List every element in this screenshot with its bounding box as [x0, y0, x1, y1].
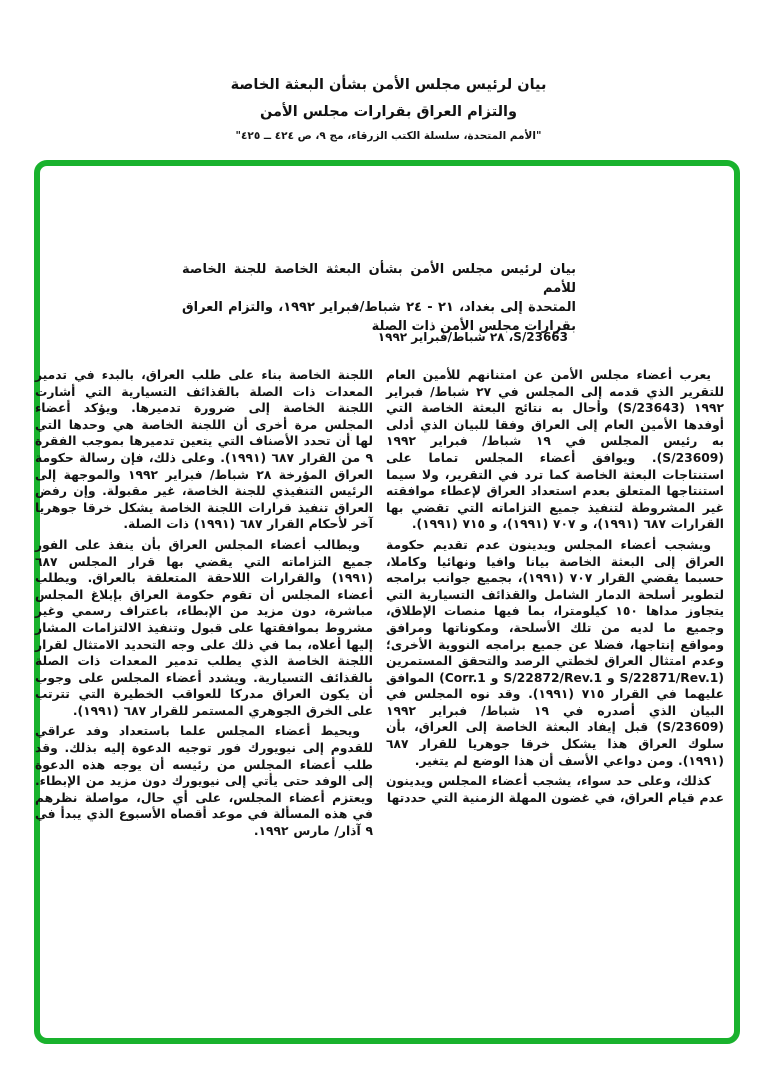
page-header: [0, 78, 777, 142]
document-title: [182, 260, 576, 336]
header-source-note: "الأمم المتحدة، سلسلة الكتب الزرقاء، مج ٩، ص ٤٢٤ ــ ٤٢٥": [235, 130, 542, 142]
paragraph: ويحيط أعضاء المجلس علما باستعداد وفد عراقي للقدوم إلى نيويورك فور توجيه الدعوة إليه بذلك. وقد طلب أعضاء المجلس من رئيسه أن يوجه هذه الدعوة إلى الوفد حتى يأتي إلى نيويورك دون مزيد من الإبطاء. ويعتزم أعضاء المجلس، على أي حال، مواصلة نظرهم في هذه المسألة في موعد أقصاه الأسبوع الذي يبدأ في ٩ آذار/ مارس ١٩٩٢.: [35, 724, 373, 839]
document-frame: [34, 160, 740, 1044]
paragraph: ويشجب أعضاء المجلس ويدينون عدم تقديم حكومة العراق إلى البعثة الخاصة بيانا وافيا ونهائيا وكاملا، حسبما يقضي القرار ٧٠٧ (١٩٩١)، بجميع جوانب برامجه لتطوير أسلحة الدمار الشامل والقذائف التسيارية التي يتجاوز مداها ١٥٠ كيلومترا، بما فيها منصات الإطلاق، وجميع ما لديه من تلك الأسلحة، ومكوناتها ومرافق ومواقع إنتاجها، فضلا عن جميع برامجه النووية الأخرى؛ وعدم امتثال العراق لخطتي الرصد والتحقق المستمرين (S/22871/Rev.1 و S/22872/Rev.1 و Corr.1) الموافق عليهما في القرار ٧١٥ (١٩٩١). وقد نوه المجلس في البيان الذي أصدره في ١٩ شباط/ فبراير ١٩٩٢ (S/23609) قبل إيفاد البعثة الخاصة إلى العراق، بأن سلوك العراق هذا يشكل خرقا جوهريا للقرار ٦٨٧ (١٩٩١). ومن دواعي الأسف أن هذا الوضع لم يتغير.: [386, 537, 724, 768]
document-scan-area: [35, 166, 734, 1038]
paragraph: يعرب أعضاء مجلس الأمن عن امتنانهم للأمين العام للتقرير الذي قدمه إلى المجلس في ٢٧ شباط/ فبراير ١٩٩٢ (S/23643) وأحال به نتائج البعثة الخاصة التي أوفدها الأمين العام إلى العراق وفقا للبيان الذي أدلى به رئيس المجلس في ١٩ شباط/ فبراير ١٩٩٢ (S/23609). ويوافق أعضاء المجلس تماما على استنتاجات البعثة الخاصة كما ترد في التقرير، ولا سيما استنتاجها المتعلق بعدم استعداد العراق لإعطاء موافقته غير المشروطة لتنفيذ جميع التزاماته التي تقضي بها القرارات ٦٨٧ (١٩٩١)، و ٧٠٧ (١٩٩١)، و ٧١٥ (١٩٩١).: [386, 368, 724, 532]
body-columns: [35, 367, 724, 844]
header-title-line-1: بيان لرئيس مجلس الأمن بشأن البعثة الخاصة: [230, 77, 547, 93]
document-symbol-date: S/23663، ٢٨ شباط/فبراير ١٩٩٢: [377, 330, 568, 344]
column-right: [386, 367, 724, 810]
title-line-3: بقرارات مجلس الأمن ذات الصلة: [371, 319, 576, 334]
column-left: [35, 367, 373, 844]
header-title-line-2: والتزام العراق بقرارات مجلس الأمن: [259, 103, 518, 120]
paragraph: كذلك، وعلى حد سواء، يشجب أعضاء المجلس ويدينون عدم قيام العراق، في غضون المهلة الزمنية التي حددتها: [386, 774, 724, 805]
paragraph: اللجنة الخاصة بناء على طلب العراق، بالبدء في تدمير المعدات ذات الصلة بالقذائف التسيارية التي أشارت اللجنة الخاصة إلى ضرورة تدميرها. ويؤكد أعضاء المجلس مرة أخرى أن اللجنة الخاصة هي وحدها التي لها أن تحدد الأصناف التي يتعين تدميرها بموجب الفقرة ٩ من القرار ٦٨٧ (١٩٩١). وعلى ذلك، فإن رسالة حكومة العراق المؤرخة ٢٨ شباط/ فبراير ١٩٩٢ والموجهة إلى الرئيس التنفيذي للجنة الخاصة، غير مقبولة. وإن رفض العراق تنفيذ قرارات اللجنة الخاصة يشكل خرقا جوهريا آخر لأحكام القرار ٦٨٧ (١٩٩١) ذات الصلة.: [35, 368, 374, 532]
title-line-1: بيان لرئيس مجلس الأمن بشأن البعثة الخاصة للجنة الخاصة للأمم: [182, 262, 576, 296]
title-line-2: المتحدة إلى بغداد، ٢١ - ٢٤ شباط/فبراير ١٩٩٢، والتزام العراق: [182, 300, 576, 315]
paragraph: ويطالب أعضاء المجلس العراق بأن ينفذ على الفور جميع التزاماته التي يقضي بها قرار المجلس ٦٨٧ (١٩٩١) والقرارات اللاحقة المتعلقة بالعراق. ويطلب أعضاء المجلس أن تقوم حكومة العراق بإبلاغ المجلس مباشرة، دون مزيد من الإبطاء، باعتراف رسمي وغير مشروط بموافقتها على قبول وتنفيذ الالتزامات المشار إليها أعلاه، بما في ذلك على وجه التحديد الامتثال لقرار اللجنة الخاصة الذي يطلب تدمير المعدات ذات الصلة بالقذائف التسيارية. ويشدد أعضاء المجلس على وجوب أن يكون العراق مدركا للعواقب الخطيرة التي تترتب على الخرق الجوهري المستمر للقرار ٦٨٧ (١٩٩١).: [35, 537, 373, 718]
